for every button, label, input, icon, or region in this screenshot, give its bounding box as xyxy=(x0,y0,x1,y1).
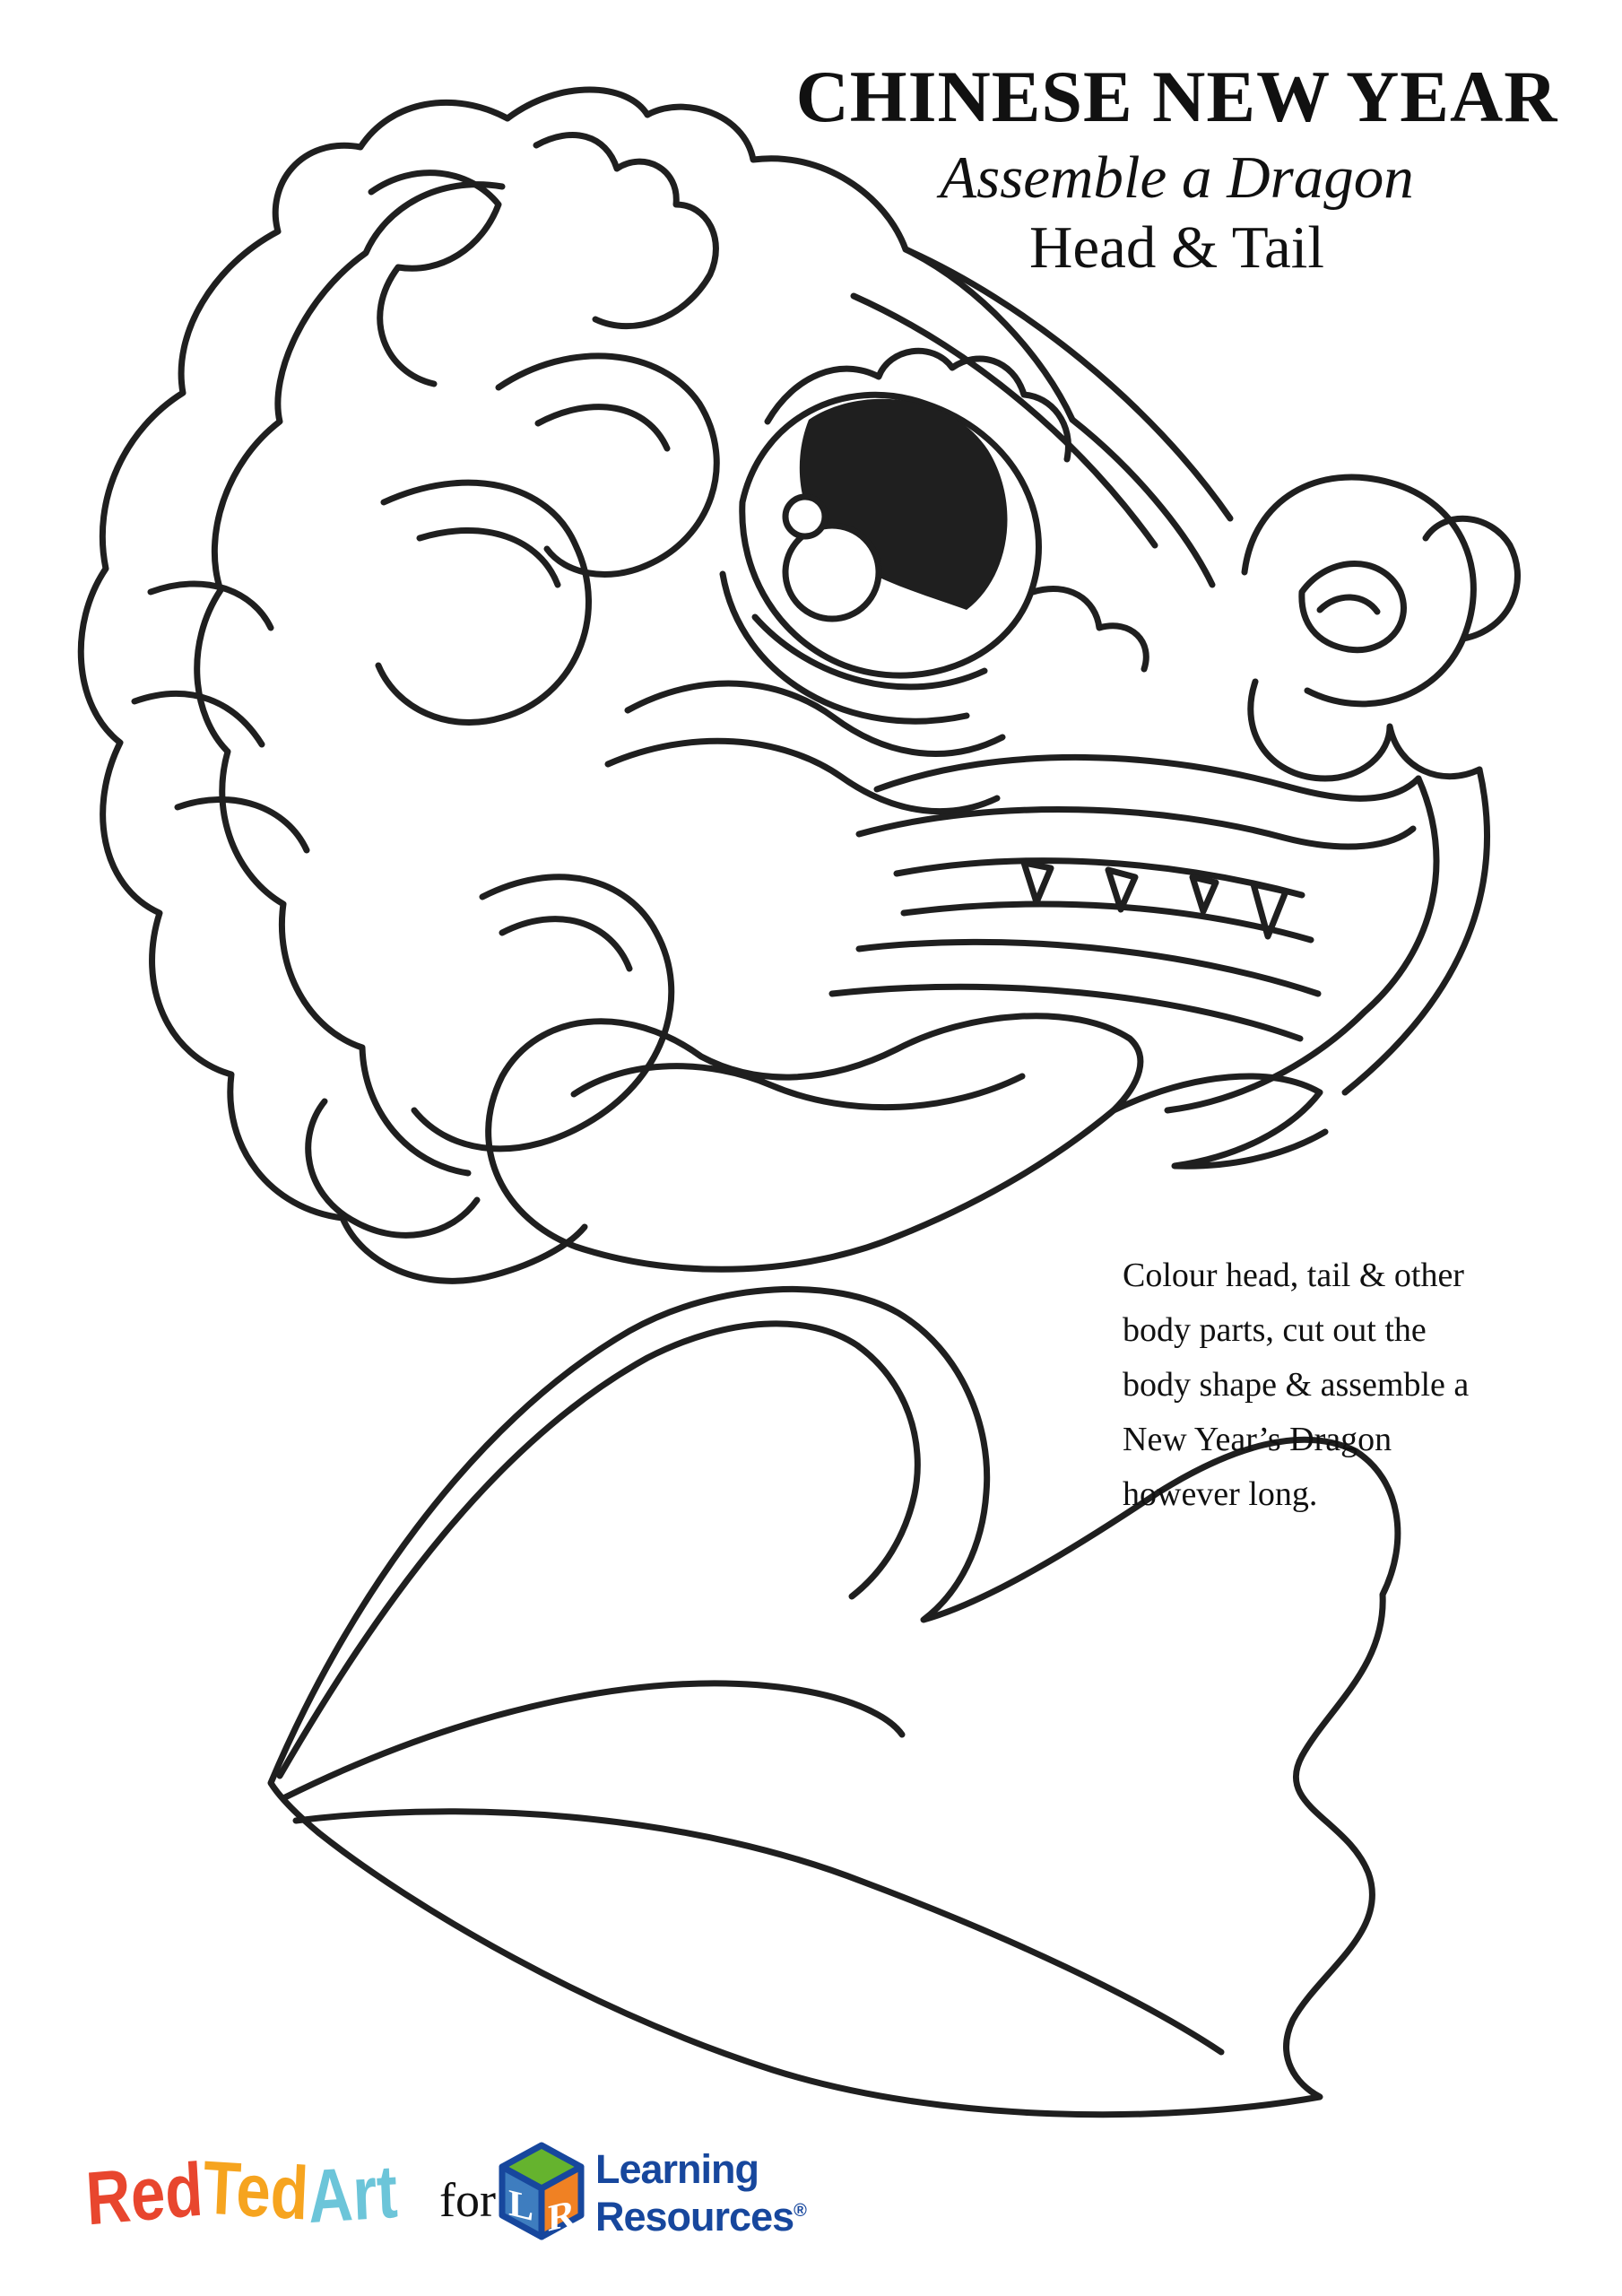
learning-resources-logo xyxy=(497,2142,806,2242)
cheek-swirl xyxy=(378,483,588,722)
tongue xyxy=(489,1016,1141,1270)
page-subtitle-2: Head & Tail xyxy=(1029,214,1324,281)
redtedart-logo-segment: Art xyxy=(306,2148,399,2239)
learning-resources-cube-icon xyxy=(497,2142,586,2242)
nose-bulb xyxy=(1245,477,1473,704)
whisker-leaf xyxy=(1114,1076,1325,1166)
learning-resources-line1: Learning xyxy=(595,2146,759,2192)
tail-inner-upper xyxy=(280,1324,917,1776)
redtedart-logo-segment: Red xyxy=(83,2146,205,2241)
page-subtitle: Assemble a Dragon xyxy=(940,144,1414,211)
learning-resources-line2 xyxy=(595,2190,806,2238)
title-block xyxy=(767,52,1587,282)
redtedart-logo-segment: Ted xyxy=(201,2144,310,2236)
eye-highlight-large xyxy=(785,526,879,619)
redtedart-logo xyxy=(83,2144,399,2241)
teeth-row xyxy=(897,861,1302,895)
registered-mark: ® xyxy=(794,2201,806,2221)
footer-logos xyxy=(83,2142,1566,2276)
learning-resources-wordmark xyxy=(595,2146,806,2239)
upper-lip xyxy=(859,757,1418,847)
tail-mid-vein xyxy=(285,1683,902,1797)
instructions-paragraph xyxy=(1123,1248,1526,1522)
eye-corner-hook xyxy=(1033,588,1146,669)
cube-letter-l: L xyxy=(507,2181,534,2231)
beard-swirl xyxy=(414,877,672,1149)
tooth xyxy=(1193,877,1216,911)
ear-tuft xyxy=(371,173,499,384)
tail-inner-bottom xyxy=(296,1812,1221,2052)
page-title: CHINESE NEW YEAR xyxy=(795,56,1558,137)
instructions-line: body shape & assemble a xyxy=(1123,1366,1470,1404)
eye-highlight-small xyxy=(785,497,825,536)
mane-inner-line xyxy=(197,185,502,1173)
cube-letter-r: R xyxy=(547,2191,576,2240)
instructions-line: however long. xyxy=(1123,1475,1318,1513)
for-label: for xyxy=(439,2173,496,2227)
instructions-line: New Year’s Dragon xyxy=(1123,1421,1392,1458)
lip-lobes xyxy=(1251,682,1479,778)
learning-resources-line2-text: Resources xyxy=(595,2194,794,2239)
moustache-waves xyxy=(608,683,1002,812)
forehead-swirl xyxy=(499,356,716,575)
tooth xyxy=(1024,863,1051,902)
crown-tufts xyxy=(536,135,716,326)
instructions-line: Colour head, tail & other xyxy=(1123,1257,1464,1294)
instructions-line: body parts, cut out the xyxy=(1123,1311,1427,1349)
nostril-swirl xyxy=(1302,564,1404,650)
